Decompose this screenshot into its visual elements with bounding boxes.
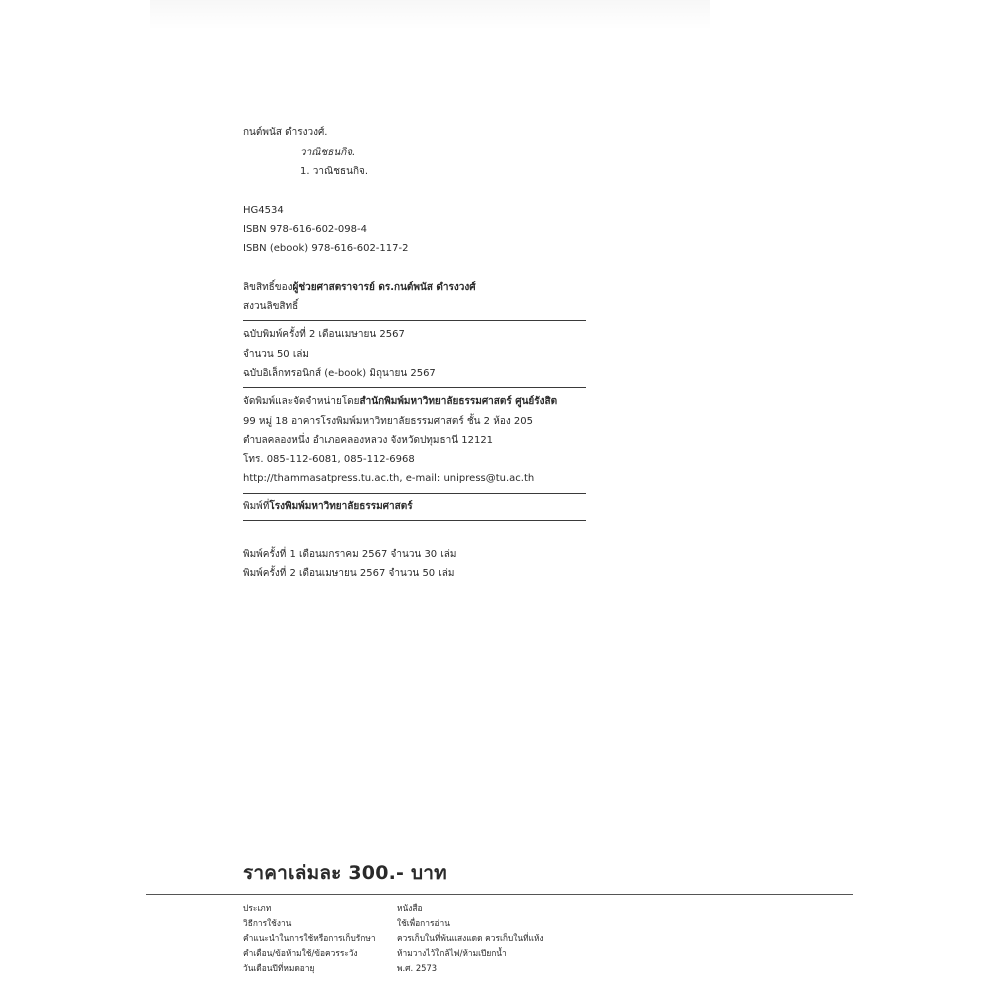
divider <box>243 493 586 494</box>
publisher-address-1: 99 หมู่ 18 อาคารโรงพิมพ์มหาวิทยาลัยธรรมศาสตร์ ชั้น 2 ห้อง 205 <box>243 416 533 427</box>
value-usage: ใช้เพื่อการอ่าน <box>397 918 450 928</box>
edition-printing: ฉบับพิมพ์ครั้งที่ 2 เดือนเมษายน 2567 <box>243 329 405 340</box>
print-history-2: พิมพ์ครั้งที่ 2 เดือนเมษายน 2567 จำนวน 50 เล่ม <box>243 568 455 579</box>
edition-copies: จำนวน 50 เล่ม <box>243 349 309 360</box>
value-storage: ควรเก็บในที่พ้นแสงแดด ควรเก็บในที่แห้ง <box>397 933 544 943</box>
publisher-prefix: จัดพิมพ์และจัดจำหน่ายโดย <box>243 396 360 407</box>
product-info-labels <box>243 901 376 976</box>
divider <box>243 520 586 521</box>
edition-ebook: ฉบับอิเล็กทรอนิกส์ (e-book) มิถุนายน 2567 <box>243 368 436 379</box>
publisher-name: สำนักพิมพ์มหาวิทยาลัยธรรมศาสตร์ ศูนย์รังสิต <box>359 396 558 407</box>
label-storage: คำแนะนำในการใช้หรือการเก็บรักษา <box>243 933 376 943</box>
call-number: HG4534 <box>243 205 284 216</box>
label-expiry: วันเดือนปีที่หมดอายุ <box>243 963 315 973</box>
catalog-subject: 1. วาณิชธนกิจ. <box>300 166 369 177</box>
copyright-holder: ผู้ช่วยศาสตราจารย์ ดร.กนต์พนัส ดำรงวงศ์ <box>292 282 476 293</box>
publisher-address-2: ตำบลคลองหนึ่ง อำเภอคลองหลวง จังหวัดปทุมธานี 12121 <box>243 435 494 446</box>
publisher-line <box>243 395 557 409</box>
value-expiry: พ.ศ. 2573 <box>397 963 438 973</box>
printer-line <box>243 500 413 514</box>
divider <box>243 387 586 388</box>
copyright-reserved: สงวนลิขสิทธิ์ <box>243 301 299 312</box>
catalog-title: วาณิชธนกิจ. <box>300 147 356 158</box>
footer-divider <box>146 894 853 895</box>
divider <box>243 320 586 321</box>
label-warning: คำเตือน/ข้อห้ามใช้/ข้อควรระวัง <box>243 948 358 958</box>
copyright-prefix: ลิขสิทธิ์ของ <box>243 282 293 293</box>
printer-prefix: พิมพ์ที่ <box>243 501 270 512</box>
product-info-values <box>397 901 544 976</box>
bleed-through-shadow <box>150 0 710 30</box>
print-history-1: พิมพ์ครั้งที่ 1 เดือนมกราคม 2567 จำนวน 30 เล่ม <box>243 549 457 560</box>
copyright-line <box>243 281 476 295</box>
printer-name: โรงพิมพ์มหาวิทยาลัยธรรมศาสตร์ <box>269 501 413 512</box>
publisher-web-email: http://thammasatpress.tu.ac.th, e-mail: unipress@tu.ac.th <box>243 473 535 484</box>
value-warning: ห้ามวางไว้ใกล้ไฟ/ห้ามเปียกน้ำ <box>397 948 507 958</box>
publisher-phone: โทร. 085-112-6081, 085-112-6968 <box>243 454 415 465</box>
catalog-author: กนต์พนัส ดำรงวงศ์. <box>243 127 328 138</box>
isbn-print: ISBN 978-616-602-098-4 <box>243 224 367 235</box>
label-usage: วิธีการใช้งาน <box>243 918 292 928</box>
value-type: หนังสือ <box>397 903 423 913</box>
label-type: ประเภท <box>243 903 272 913</box>
isbn-ebook: ISBN (ebook) 978-616-602-117-2 <box>243 243 409 254</box>
price-label: ราคาเล่มละ 300.- บาท <box>243 862 447 884</box>
